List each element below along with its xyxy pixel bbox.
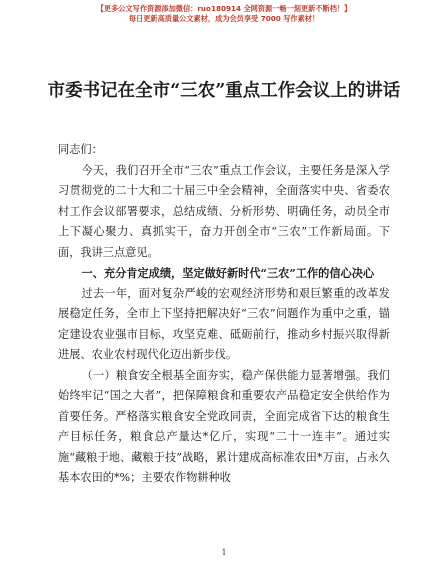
promo-banner-line2: 每日更新高质量公文素材，成为会员享受 7000 写作素材！ [128, 14, 320, 23]
section-heading-1: 一、充分肯定成绩，坚定做好新时代“三农”工作的信心决心 [81, 266, 375, 280]
promo-banner-line1: 【更多公文写作资源添加微信：ruo180914 全网资源一畅一刻更新不断档！】 [96, 4, 352, 13]
paragraph-review: 过去一年，面对复杂严峻的宏观经济形势和艰巨繁重的改革发展稳定任务，全市上下坚持把解决好“三农”问题作为重中之重，锚定建设农业强市目标，攻坚克难、砥砺前行，推动乡村振兴取得新进展、农业农村现代化迈出新步伐。 [58, 286, 390, 361]
paragraph-grain-security: （一）粮食安全根基全面夯实，稳产保供能力显著增强。我们始终牢记“国之大者”，把保障粮食和重要农产品稳定安全供给作为首要任务。严格落实粮食安全党政同责，全面完成省下达的粮食生产目标任务，粮食总产量达*亿斤，实现“二十一连丰”。通过实施“藏粮于地、藏粮于技”战略，累计建成高标准农田*万亩，占永久基本农田的*%；主要农作物耕种收 [58, 368, 390, 484]
document-title: 市委书记在全市“三农”重点工作会议上的讲话 [47, 81, 401, 101]
page-number: 1 [221, 548, 227, 557]
document-body [58, 140, 390, 489]
salutation: 同志们： [58, 143, 103, 156]
promo-banner [40, 4, 408, 24]
paragraph-intro: 今天，我们召开全市“三农”重点工作会议，主要任务是深入学习贯彻党的二十大和二十届三中全会精神，全面落实中央、省委农村工作会议部署要求，总结成绩、分析形势、明确任务，动员全市上下凝心聚力、真抓实干，奋力开创全市“三农”工作新局面。下面，我讲三点意见。 [58, 163, 390, 259]
